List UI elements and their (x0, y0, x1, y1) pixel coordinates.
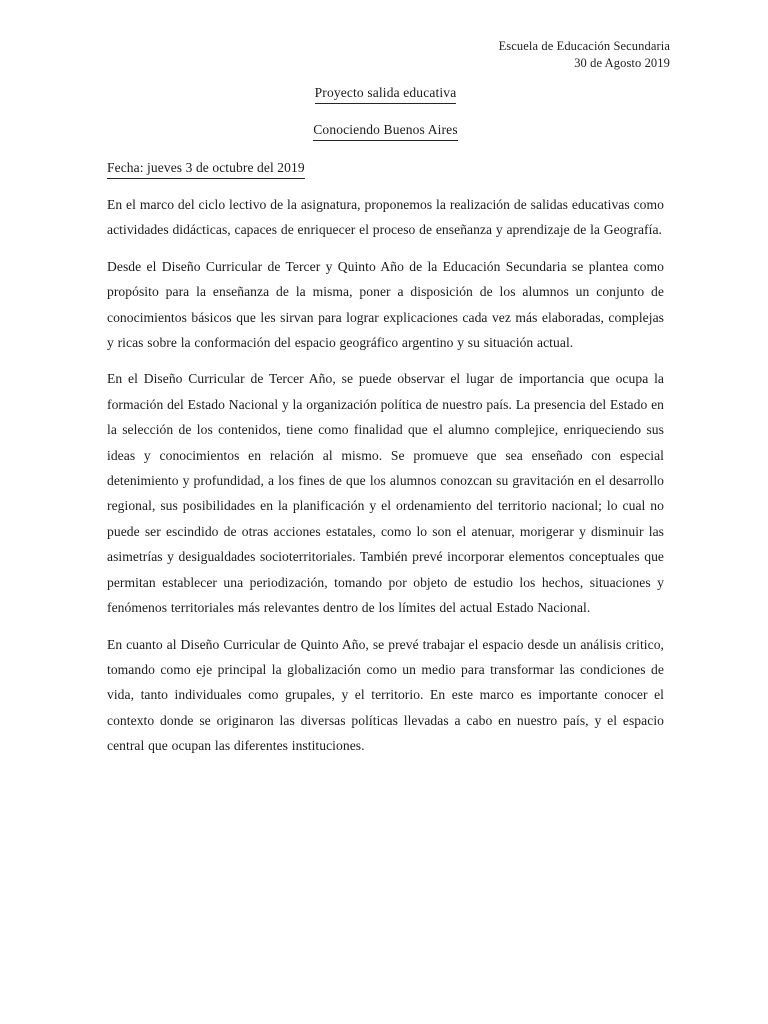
document-header (107, 38, 670, 72)
school-name: Escuela de Educación Secundaria (498, 39, 670, 53)
project-subtitle-text: Conociendo Buenos Aires (313, 121, 457, 141)
project-subtitle (107, 121, 664, 141)
body-paragraph: En el marco del ciclo lectivo de la asignatura, proponemos la realización de salidas educativas como actividades didácticas, capaces de enriquecer el proceso de enseñanza y aprendizaje de la Geografía. (107, 197, 664, 238)
body-paragraph: Desde el Diseño Curricular de Tercer y Quinto Año de la Educación Secundaria se plantea como propósito para la enseñanza de la misma, poner a disposición de los alumnos un conjunto de conocimientos básicos que les sirvan para lograr explicaciones cada vez más elaboradas, complejas y ricas sobre la conformación del espacio geográfico argentino y su situación actual. (107, 258, 664, 351)
header-date: 30 de Agosto 2019 (574, 56, 670, 70)
project-title (107, 84, 664, 104)
activity-date-line (107, 158, 305, 179)
activity-date-text: Fecha: jueves 3 de octubre del 2019 (107, 158, 305, 179)
document-body (107, 192, 664, 759)
body-paragraph: En el Diseño Curricular de Tercer Año, se puede observar el lugar de importancia que ocupa la formación del Estado Nacional y la organización política de nuestro país. La presencia del Estado en la selección de los contenidos, tiene como finalidad que el alumno complejice, enriqueciendo sus ideas y conocimientos en relación al mismo. Se promueve que sea enseñado con especial detenimiento y profundidad, a los fines de que los alumnos conozcan su gravitación en el desarrollo regional, sus posibilidades en la planificación y el ordenamiento del territorio nacional; lo cual no puede ser escindido de otras acciones estatales, como lo son el atenuar, morigerar y disminuir las asimetrías y desigualdades socioterritoriales. También prevé incorporar elementos conceptuales que permitan establecer una periodización, tomando por objeto de estudio los hechos, situaciones y fenómenos territoriales más relevantes dentro de los límites del actual Estado Nacional. (107, 371, 664, 616)
project-title-text: Proyecto salida educativa (315, 84, 457, 104)
body-paragraph: En cuanto al Diseño Curricular de Quinto Año, se prevé trabajar el espacio desde un análisis critico, tomando como eje principal la globalización como un medio para transformar las condiciones de vida, tanto individuales como grupales, y el territorio. En este marco es importante conocer el contexto donde se originaron las diversas políticas llevadas a cabo en nuestro país, y el espacio central que ocupan las diferentes instituciones. (107, 636, 664, 754)
